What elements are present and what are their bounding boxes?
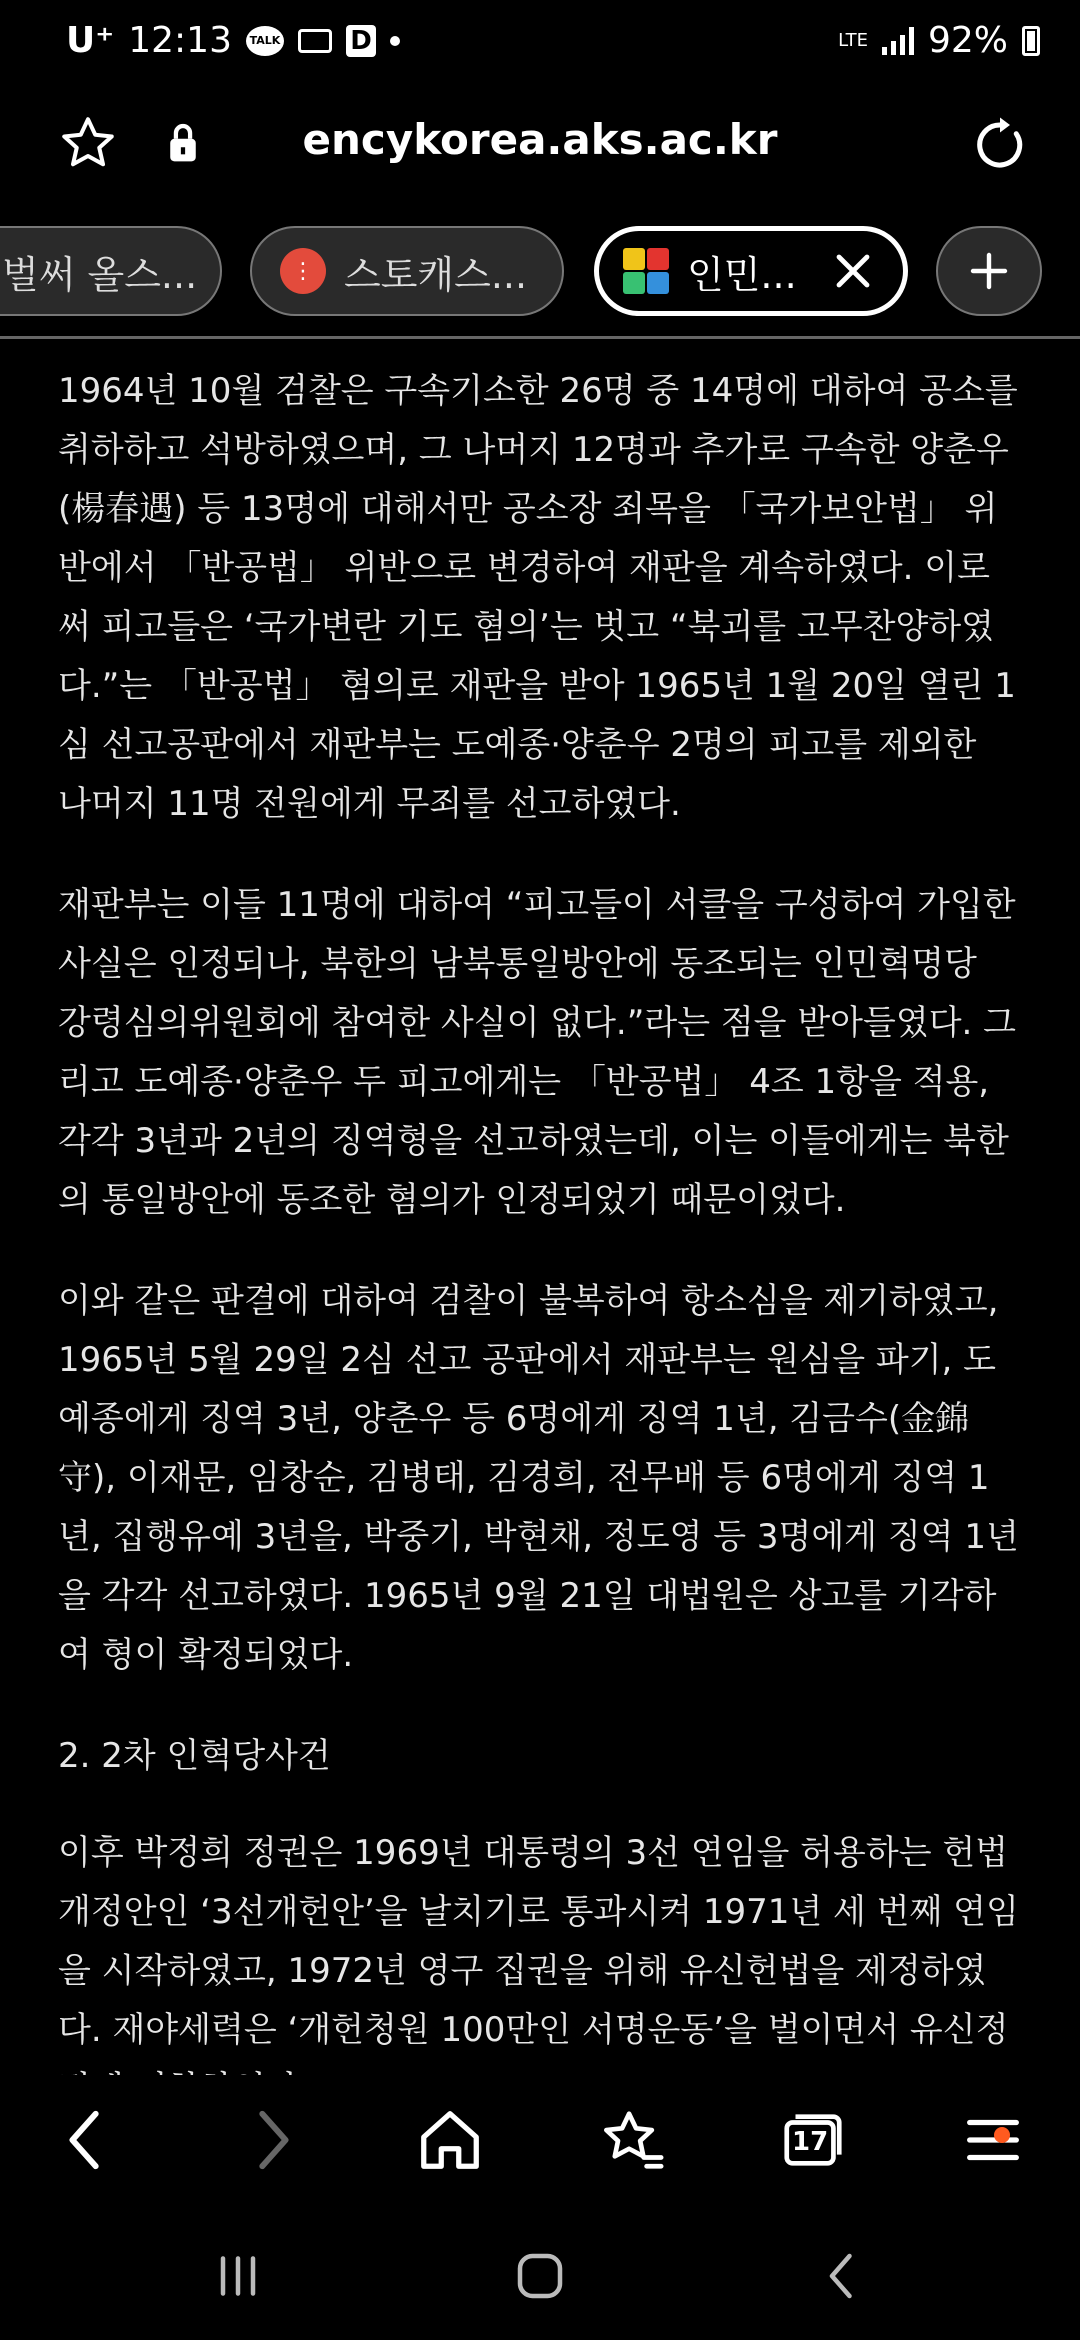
forward-icon[interactable] — [236, 2105, 306, 2175]
menu-icon — [958, 2105, 1028, 2175]
more-notifications-icon — [390, 36, 400, 46]
status-right — [838, 20, 1040, 61]
battery-percent: 92% — [927, 20, 1008, 61]
browser-bottom-bar — [0, 2075, 1080, 2200]
tab-1[interactable] — [0, 226, 222, 316]
kakaotalk-icon: TALK — [246, 26, 284, 56]
article-content — [58, 362, 1020, 2062]
stock-app-favicon-icon: ⋮ — [280, 248, 326, 294]
home-button-icon[interactable] — [510, 2246, 570, 2306]
tab-strip — [0, 226, 1080, 322]
article-paragraph: 재판부는 이들 11명에 대하여 “피고들이 서클을 구성하여 가입한 사실은 인정되나, 북한의 남북통일방안에 동조되는 인민혁명당 강령심의위원회에 참여한 사실이 없다.”라는 점을 받아들였다. 그리고 도예종·양춘우 두 피고에게는 「반공법」 4조 1항을 적용, 각각 3년과 2년의 징역형을 선고하였는데, 이는 이들에게는 북한의 통일방안에 동조한 혐의가 인정되었기 때문이었다. — [58, 885, 1017, 1220]
clock: 12:13 — [128, 20, 232, 61]
menu-button[interactable] — [958, 2105, 1028, 2175]
url-text[interactable]: encykorea.aks.ac.kr — [302, 115, 778, 164]
tab-2[interactable] — [250, 226, 564, 316]
article-paragraph: 이후 박정희 정권은 1969년 대통령의 3선 연임을 허용하는 헌법 개정안인 ‘3선개헌안’을 날치기로 통과시켜 1971년 세 번째 연임을 시작하였고, 1972년 영구 집권을 위해 유신헌법을 제정하였다. 재야세력은 ‘개헌청원 100만인 서명운동’을 벌이면서 유신정 — [58, 1833, 1019, 2050]
tab-active[interactable] — [594, 226, 908, 316]
d-app-icon: D — [346, 25, 376, 57]
tab-count: 17 — [792, 2127, 829, 2157]
article-paragraph: 1964년 10월 검찰은 구속기소한 26명 중 14명에 대하여 공소를 취하하고 석방하였으며, 그 나머지 12명과 추가로 구속한 양춘우(楊春遇) 등 13명에 대해서만 공소장 죄목을 「국가보안법」 위반에서 「반공법」 위반으로 변경하여 재판을 계속하였다. 이로써 피고들은 ‘국가변란 기도 혐의’는 벗고 “북괴를 고무찬양하였다.”는 「반공법」 혐의로 재판을 받아 1965년 1월 20일 열린 1심 선고공판에서 재판부는 도예종·양춘우 2명의 피고를 제외한 나머지 11명 전원에게 무죄를 선고하였다. — [58, 371, 1018, 824]
tabs-button[interactable] — [778, 2105, 848, 2175]
recent-apps-icon[interactable] — [208, 2246, 268, 2306]
close-tab-icon[interactable] — [829, 247, 877, 295]
signal-icon — [882, 27, 914, 55]
carrier-label: U⁺ — [66, 20, 115, 61]
toolbar-divider — [0, 336, 1080, 339]
encykorea-favicon-icon — [623, 248, 669, 294]
reload-icon[interactable] — [970, 115, 1030, 175]
system-nav-bar — [0, 2220, 1080, 2340]
home-icon[interactable] — [415, 2105, 485, 2175]
tab-label: 스토캐스... — [344, 252, 528, 297]
system-back-icon[interactable] — [812, 2246, 872, 2306]
mail-icon — [298, 29, 332, 53]
plus-icon — [965, 247, 1013, 295]
new-tab-button[interactable] — [936, 226, 1042, 316]
notification-dot-icon — [994, 2127, 1010, 2143]
url-bar — [0, 95, 1080, 195]
article-paragraph: 이와 같은 판결에 대하여 검찰이 불복하여 항소심을 제기하였고, 1965년 5월 29일 2심 선고 공판에서 재판부는 원심을 파기, 도예종에게 징역 3년, 양춘우 등 6명에게 징역 1년, 김금수(金錦守), 이재문, 임창순, 김병태, 김경희, 전무배 등 6명에게 징역 1년, 집행유예 3년을, 박중기, 박현채, 정도영 등 3명에게 징역 1년을 각각 선고하였다. 1965년 9월 21일 대법원은 상고를 기각하여 형이 확정되었다. — [58, 1281, 1019, 1675]
battery-icon — [1022, 26, 1040, 56]
section-heading: 2. 2차 인혁당사건 — [58, 1736, 331, 1776]
tab-label: 인민... — [687, 252, 797, 297]
status-left — [66, 20, 400, 61]
bookmarks-icon[interactable] — [597, 2105, 667, 2175]
network-type: LTE — [838, 29, 868, 51]
back-icon[interactable] — [52, 2105, 122, 2175]
status-bar — [0, 0, 1080, 80]
tab-label: 벌써 올스... — [2, 252, 198, 297]
